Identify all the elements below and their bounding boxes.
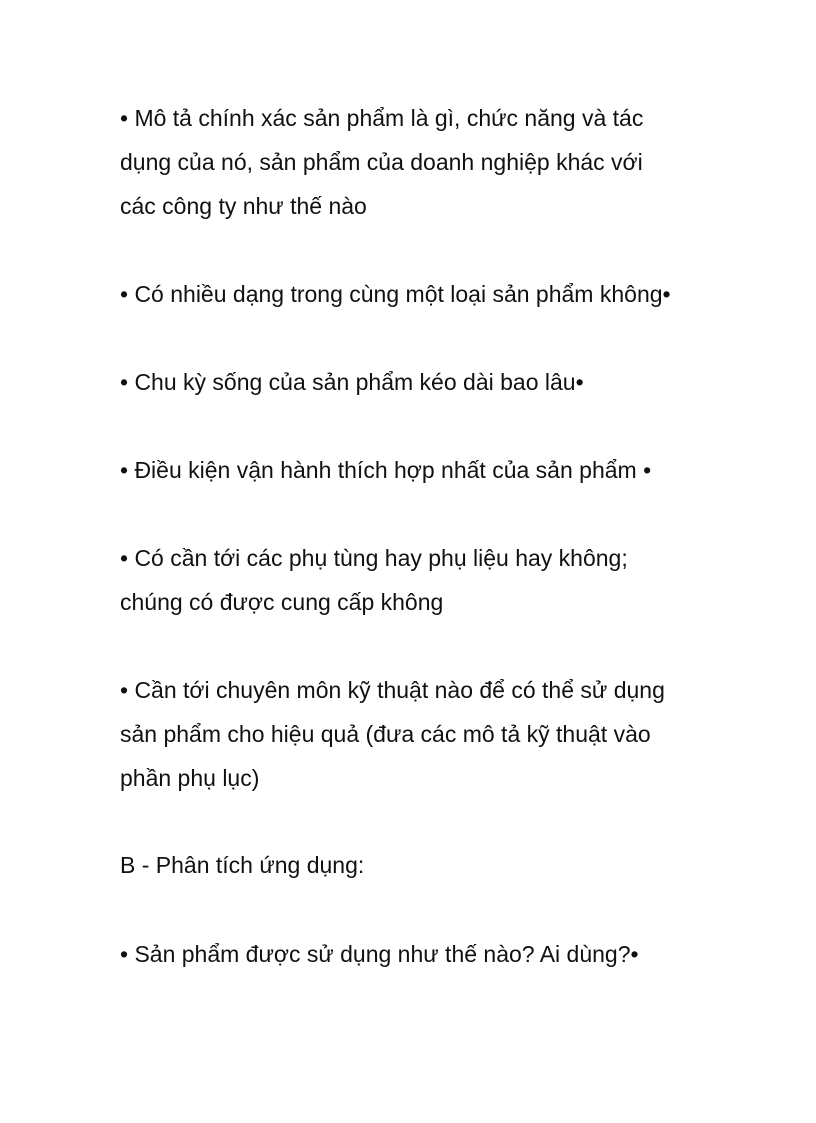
bullet-product-lifecycle bbox=[120, 360, 720, 404]
bullet-accessories bbox=[120, 536, 720, 624]
text-line: chúng có được cung cấp không bbox=[120, 589, 444, 615]
text-line: dụng của nó, sản phẩm của doanh nghiệp khác với bbox=[120, 149, 643, 175]
bullet-product-usage bbox=[120, 932, 720, 976]
text-line: • Mô tả chính xác sản phẩm là gì, chức năng và tác bbox=[120, 105, 644, 131]
text-line: sản phẩm cho hiệu quả (đưa các mô tả kỹ thuật vào bbox=[120, 721, 651, 747]
bullet-product-description bbox=[120, 96, 720, 228]
section-heading-application-analysis bbox=[120, 843, 720, 887]
text-line: • Sản phẩm được sử dụng như thế nào? Ai dùng?• bbox=[120, 941, 639, 967]
bullet-technical-expertise bbox=[120, 668, 720, 800]
text-line: • Có nhiều dạng trong cùng một loại sản phẩm không• bbox=[120, 281, 671, 307]
bullet-product-variants bbox=[120, 272, 720, 316]
text-line: B - Phân tích ứng dụng: bbox=[120, 852, 365, 878]
bullet-operating-conditions bbox=[120, 448, 720, 492]
text-line: • Cần tới chuyên môn kỹ thuật nào để có thể sử dụng bbox=[120, 677, 665, 703]
text-line: • Chu kỳ sống của sản phẩm kéo dài bao lâu• bbox=[120, 369, 584, 395]
text-line: phần phụ lục) bbox=[120, 765, 260, 791]
text-line: • Điều kiện vận hành thích hợp nhất của sản phẩm • bbox=[120, 457, 652, 483]
text-line: các công ty như thế nào bbox=[120, 193, 367, 219]
text-line: • Có cần tới các phụ tùng hay phụ liệu hay không; bbox=[120, 545, 628, 571]
